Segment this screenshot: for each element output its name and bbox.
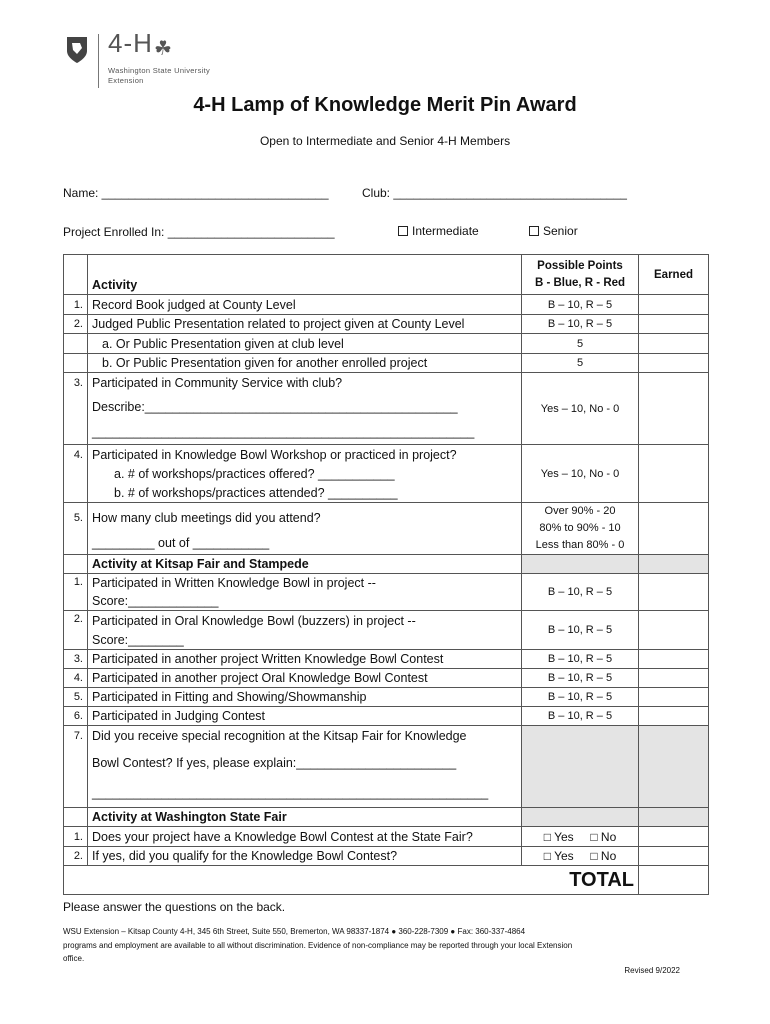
meetings-field[interactable]: _________ out of ___________ xyxy=(88,533,522,555)
table-row: 3. Participated in another project Written Knowledge Bowl Contest B – 10, R – 5 xyxy=(64,650,709,669)
clover-icon: ☘ xyxy=(154,38,172,60)
earned-cell[interactable] xyxy=(639,373,709,445)
table-row: 2. Judged Public Presentation related to project given at County Level B – 10, R – 5 xyxy=(64,315,709,334)
table-header-row xyxy=(64,255,709,295)
revised-date: Revised 9/2022 xyxy=(624,966,680,975)
explain-field[interactable]: Bowl Contest? If yes, please explain:_______________________ xyxy=(88,746,522,780)
earned-cell[interactable] xyxy=(639,354,709,373)
table-row: a. Or Public Presentation given at club level 5 xyxy=(64,334,709,354)
earned-cell[interactable] xyxy=(639,503,709,555)
footer-nondiscrimination: programs and employment are available to all without discrimination. Evidence of non-compliance may be reported through your local Extension xyxy=(63,941,573,950)
table-row: 1. Participated in Written Knowledge Bowl in project -- B – 10, R – 5 xyxy=(64,574,709,593)
intermediate-label: Intermediate xyxy=(412,224,479,238)
earned-cell[interactable] xyxy=(639,315,709,334)
table-row: 3. Participated in Community Service with club? Yes – 10, No - 0 xyxy=(64,373,709,393)
intermediate-checkbox[interactable] xyxy=(398,224,479,238)
earned-cell[interactable] xyxy=(639,688,709,707)
header-points-2: B - Blue, R - Red xyxy=(534,276,626,289)
page-subtitle: Open to Intermediate and Senior 4-H Members xyxy=(259,134,511,148)
total-row xyxy=(64,866,709,895)
explain-line[interactable]: _________________________________________________________ xyxy=(88,780,522,808)
header-activity: Activity xyxy=(92,278,138,292)
footer-nondiscrimination-end: office. xyxy=(63,954,85,963)
earned-cell[interactable] xyxy=(639,445,709,503)
senior-label: Senior xyxy=(543,224,578,238)
checkbox-icon xyxy=(529,226,539,236)
header-points-1: Possible Points xyxy=(537,259,623,272)
table-row: b. # of workshops/practices attended? __________ xyxy=(64,484,709,503)
checkbox-icon xyxy=(398,226,408,236)
project-field[interactable]: Project Enrolled In: _________________________ xyxy=(63,225,335,239)
yes-checkbox[interactable]: □ Yes xyxy=(543,829,574,844)
earned-cell[interactable] xyxy=(639,611,709,650)
senior-checkbox[interactable] xyxy=(529,224,578,238)
club-field[interactable]: Club: ___________________________________ xyxy=(362,186,627,200)
page-title: 4-H Lamp of Knowledge Merit Pin Award xyxy=(193,94,577,116)
earned-cell[interactable] xyxy=(639,847,709,866)
table-row: 5. How many club meetings did you attend? Over 90% - 20 80% to 90% - 10 Less than 80% - 0 xyxy=(64,503,709,533)
yes-checkbox[interactable]: □ Yes xyxy=(543,849,574,863)
score-field[interactable]: Score:_____________ xyxy=(88,593,522,611)
logo-divider xyxy=(98,34,99,88)
footer-address: WSU Extension – Kitsap County 4-H, 345 6th Street, Suite 550, Bremerton, WA 98337-1874 ● 360-228-7309 ● Fax: 360-337-4864 xyxy=(63,927,526,936)
earned-cell[interactable] xyxy=(639,295,709,315)
total-earned-cell[interactable] xyxy=(639,866,709,895)
table-row: 1. Does your project have a Knowledge Bowl Contest at the State Fair? □ Yes □ No xyxy=(64,827,709,847)
no-checkbox[interactable]: □ No xyxy=(590,849,617,863)
footer-note: Please answer the questions on the back. xyxy=(63,900,286,914)
table-row: 2. If yes, did you qualify for the Knowledge Bowl Contest? □ Yes □ No xyxy=(64,847,709,866)
name-field[interactable]: Name: __________________________________ xyxy=(63,186,329,200)
wsu-4h-logo xyxy=(66,28,266,90)
wsu-shield-icon xyxy=(66,36,88,64)
score-field[interactable]: Score:________ xyxy=(88,631,522,650)
org-extension: Extension xyxy=(108,76,144,85)
earned-cell[interactable] xyxy=(639,334,709,354)
table-row: a. # of workshops/practices offered? ___________ xyxy=(64,465,709,484)
describe-line[interactable]: _______________________________________________________ xyxy=(88,421,522,445)
earned-cell[interactable] xyxy=(639,650,709,669)
table-row: 4. Participated in Knowledge Bowl Workshop or practiced in project? Yes – 10, No - 0 xyxy=(64,445,709,465)
table-row: 2. Participated in Oral Knowledge Bowl (buzzers) in project -- B – 10, R – 5 xyxy=(64,611,709,631)
section-header-wsf: Activity at Washington State Fair xyxy=(64,808,709,827)
table-row: 5. Participated in Fitting and Showing/Showmanship B – 10, R – 5 xyxy=(64,688,709,707)
org-name: Washington State University xyxy=(108,66,211,75)
earned-cell[interactable] xyxy=(639,669,709,688)
merit-table xyxy=(63,254,709,895)
total-label: TOTAL xyxy=(64,866,639,895)
table-row: 1. Record Book judged at County Level B – 10, R – 5 xyxy=(64,295,709,315)
table-row: 6. Participated in Judging Contest B – 10, R – 5 xyxy=(64,707,709,726)
earned-cell[interactable] xyxy=(639,827,709,847)
earned-cell[interactable] xyxy=(639,574,709,611)
table-row: b. Or Public Presentation given for another enrolled project 5 xyxy=(64,354,709,373)
logo-4h-text: 4-H xyxy=(108,28,153,58)
no-checkbox[interactable]: □ No xyxy=(590,829,617,844)
earned-cell[interactable] xyxy=(639,707,709,726)
section-header-kitsap: Activity at Kitsap Fair and Stampede xyxy=(64,555,709,574)
table-row: 4. Participated in another project Oral Knowledge Bowl Contest B – 10, R – 5 xyxy=(64,669,709,688)
header-earned: Earned xyxy=(639,255,709,295)
table-row: 7. Did you receive special recognition at the Kitsap Fair for Knowledge xyxy=(64,726,709,746)
describe-field[interactable]: Describe:_____________________________________________ xyxy=(88,393,522,421)
